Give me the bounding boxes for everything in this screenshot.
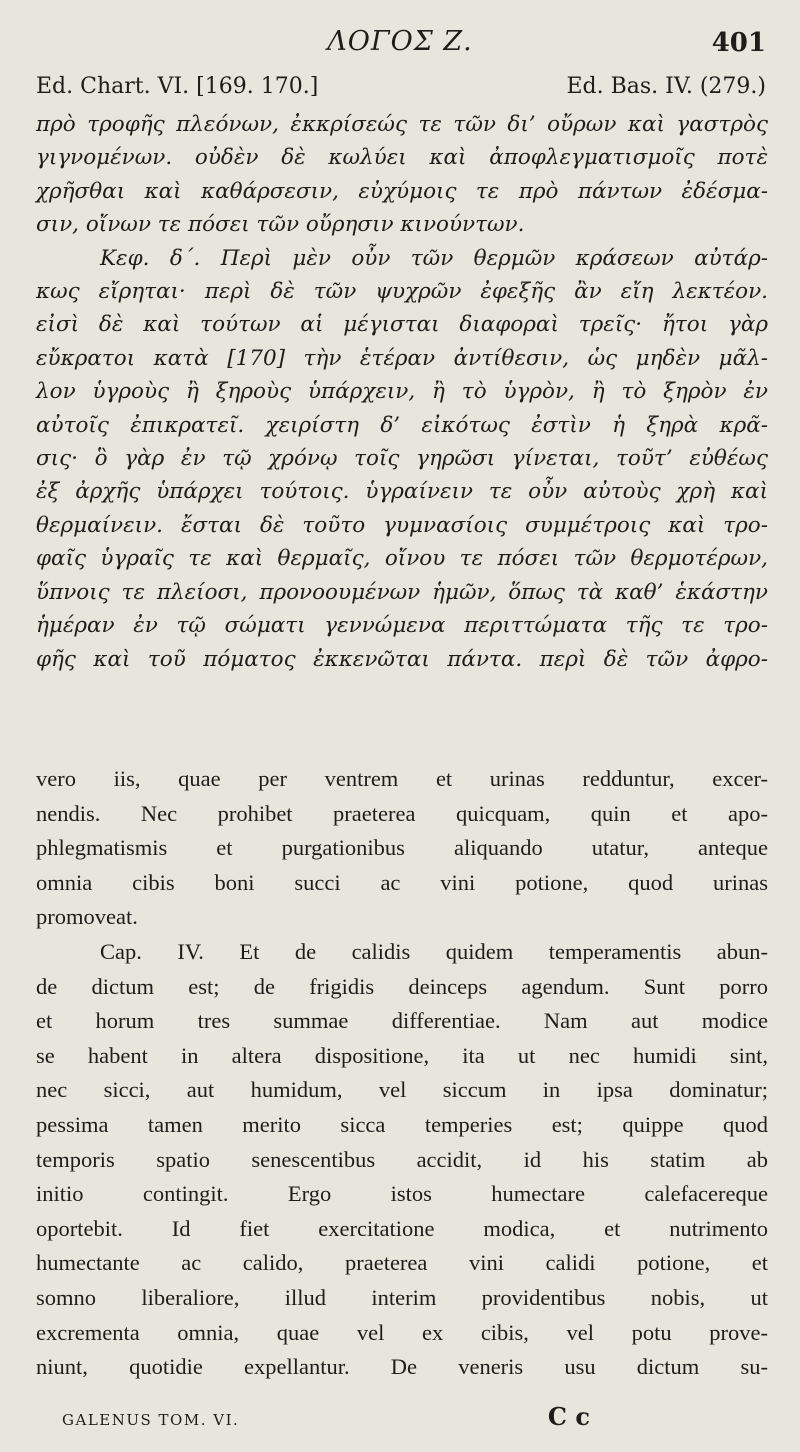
latin-line: nec sicci, aut humidum, vel siccum in ipsa dominatur; xyxy=(36,1077,768,1103)
greek-line: χρῆσθαι καὶ καθάρσεσιν, εὐχύμοις τε πρὸ πάντων ἐδέσμα- xyxy=(36,178,768,204)
greek-line: ὕπνοις τε πλείοσι, προνοουμένων ἡμῶν, ὅπως τὰ καθ’ ἑκάστην xyxy=(36,579,768,605)
latin-line: nendis. Nec prohibet praeterea quicquam, quin et apo- xyxy=(36,800,768,826)
greek-line: σις· ὃ γὰρ ἐν τῷ χρόνῳ τοῖς γηρῶσι γίνεται, τοῦτ’ εὐθέως xyxy=(36,446,768,472)
latin-line: de dictum est; de frigidis deinceps agendum. Sunt porro xyxy=(36,973,768,999)
greek-line: γιγνομένων. οὐδὲν δὲ κωλύει καὶ ἀποφλεγματισμοῖς ποτὲ xyxy=(36,145,768,171)
latin-line: oportebit. Id fiet exercitatione modica, et nutrimento xyxy=(36,1215,768,1241)
edition-reference-line xyxy=(36,74,766,99)
greek-line: θερμαίνειν. ἔσται δὲ τοῦτο γυμνασίοις συμμέτροις καὶ τρο- xyxy=(36,512,768,538)
latin-line: promoveat. xyxy=(36,904,138,930)
edition-left: Ed. Chart. VI. [169. 170.] xyxy=(36,74,319,99)
signature-mark: C c xyxy=(547,1402,590,1431)
page-footer xyxy=(62,1402,710,1431)
greek-line: ἡμέραν ἐν τῷ σώματι γεννώμενα περιττώματα τῆς τε τρο- xyxy=(36,613,768,639)
greek-line: εὔκρατοι κατὰ [170] τὴν ἑτέραν ἀντίθεσιν, ὡς μηδὲν μᾶλ- xyxy=(36,345,768,371)
latin-line: et horum tres summae differentiae. Nam aut modice xyxy=(36,1008,768,1034)
latin-line: humectante ac calido, praeterea vini calidi potione, et xyxy=(36,1250,768,1276)
greek-line: εἰσὶ δὲ καὶ τούτων αἱ μέγισται διαφοραὶ τρεῖς· ἤτοι γὰρ xyxy=(36,312,768,338)
greek-line: φῆς καὶ τοῦ πόματος ἐκκενῶται πάντα. περὶ δὲ τῶν ἀφρο- xyxy=(36,646,768,672)
page-number: 401 xyxy=(711,28,766,58)
latin-text-block xyxy=(36,762,768,1385)
latin-line: niunt, quotidie expellantur. De veneris usu dictum su- xyxy=(36,1354,768,1380)
greek-line: ἐξ ἀρχῆς ὑπάρχει τούτοις. ὑγραίνειν τε οὖν αὐτοὺς χρὴ καὶ xyxy=(36,479,768,505)
latin-line: vero iis, quae per ventrem et urinas redduntur, excer- xyxy=(36,766,768,791)
latin-line: omnia cibis boni succi ac vini potione, quod urinas xyxy=(36,869,768,895)
greek-line: Κεφ. δ΄. Περὶ μὲν οὖν τῶν θερμῶν κράσεων αὐτάρ- xyxy=(100,245,768,271)
greek-line: κως εἴρηται· περὶ δὲ τῶν ψυχρῶν ἐφεξῆς ἂν εἴη λεκτέον. xyxy=(36,279,768,305)
greek-line: αὐτοῖς ἐπικρατεῖ. χειρίστη δ’ εἰκότως ἐστὶν ἡ ξηρὰ κρᾶ- xyxy=(36,412,768,438)
latin-line: excrementa omnia, quae vel ex cibis, vel potu prove- xyxy=(36,1319,768,1345)
greek-text-block xyxy=(36,108,768,676)
latin-line: phlegmatismis et purgationibus aliquando utatur, anteque xyxy=(36,835,768,861)
latin-line: initio contingit. Ergo istos humectare calefacereque xyxy=(36,1181,768,1207)
greek-line: σιν, οἴνων τε πόσει τῶν οὔρησιν κινούντων. xyxy=(36,212,525,238)
edition-right: Ed. Bas. IV. (279.) xyxy=(566,74,766,99)
latin-line: Cap. IV. Et de calidis quidem temperamentis abun- xyxy=(100,938,768,964)
latin-line: temporis spatio senescentibus accidit, id his statim ab xyxy=(36,1146,768,1172)
latin-line: pessima tamen merito sicca temperies est; quippe quod xyxy=(36,1111,768,1137)
greek-line: πρὸ τροφῆς πλεόνων, ἐκκρίσεώς τε τῶν δι’ οὔρων καὶ γαστρὸς xyxy=(36,112,768,137)
greek-line: λον ὑγροὺς ἢ ξηροὺς ὑπάρχειν, ἢ τὸ ὑγρὸν, ἢ τὸ ξηρὸν ἐν xyxy=(36,379,768,405)
running-head: ΛΟΓΟΣ Ζ. xyxy=(327,26,473,57)
greek-line: φαῖς ὑγραῖς τε καὶ θερμαῖς, οἴνου τε πόσει τῶν θερμοτέρων, xyxy=(36,546,768,572)
latin-line: se habent in altera dispositione, ita ut nec humidi sint, xyxy=(36,1042,768,1068)
latin-line: somno liberaliore, illud interim providentibus nobis, ut xyxy=(36,1284,768,1310)
footer-title: GALENUS TOM. VI. xyxy=(62,1411,240,1429)
